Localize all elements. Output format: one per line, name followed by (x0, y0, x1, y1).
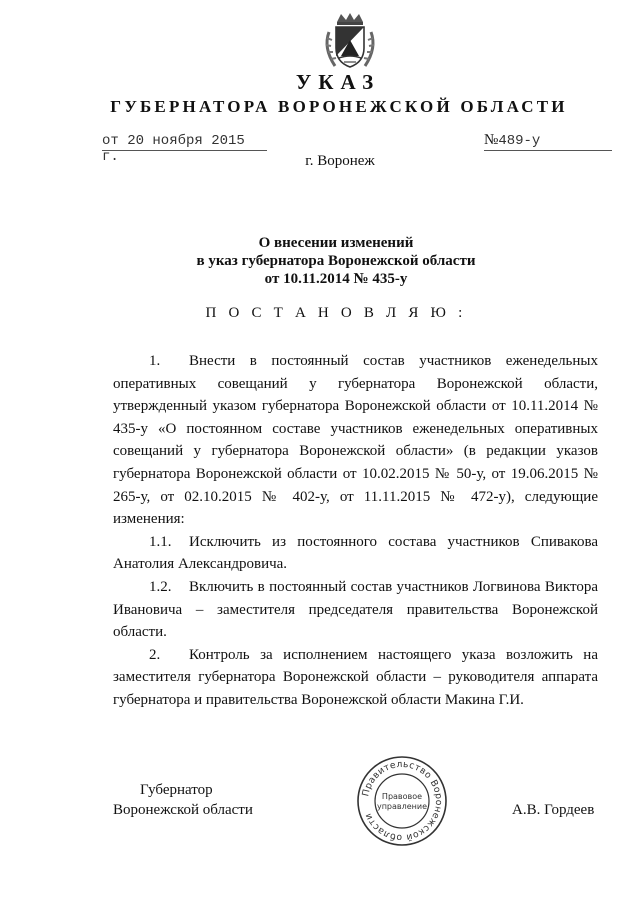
voronezh-coat-of-arms-icon (321, 12, 379, 72)
paragraph-1-1-text: Исключить из постоянного состава участников Спивакова Анатолия Александровича. (113, 533, 598, 573)
paragraph-2 (113, 644, 598, 712)
decree-body (113, 350, 598, 712)
decree-subject (0, 234, 640, 288)
document-type-title: УКАЗ (295, 70, 381, 94)
paragraph-1-number: 1. (149, 353, 161, 369)
city-line: г. Воронеж (305, 153, 375, 169)
paragraph-1-1 (113, 531, 598, 576)
signatory-title-line-1: Губернатор (140, 782, 213, 798)
signatory-title (113, 780, 273, 820)
decree-heading: П О С Т А Н О В Л Я Ю : (205, 305, 467, 321)
official-stamp (356, 755, 448, 847)
paragraph-2-text: Контроль за исполнением настоящего указа возложить на заместителя губернатора Воронежской области – руководителя аппарата губернатора и правительства Воронежской области Макина Г.И. (113, 646, 598, 708)
stamp-ring-text: Правительство Воронежской области (360, 758, 445, 844)
decree-number-field (484, 132, 612, 151)
stamp-center-line-2: управление (376, 802, 428, 811)
signatory-name: А.В. Гордеев (512, 802, 595, 818)
decree-number: 489-у (498, 133, 541, 149)
paragraph-1 (113, 350, 598, 531)
subject-line-1: О внесении изменений (258, 235, 414, 251)
paragraph-2-number: 2. (149, 646, 161, 663)
signatory-title-line-2: Воронежской области (113, 802, 253, 818)
paragraph-1-text: Внести в постоянный состав участников еженедельных оперативных совещаний у губернатора Воронежской области, утвержденный указом губернатора Воронежской области от 10.11.2014 № 435-у «О постоянном составе участников еженедельных оперативных совещаний у губернатора Воронежской области» (в редакции указов губернатора Воронежской области от 10.02.2015 № 50-у, от 19.06.2015 № 265-у, от 02.10.2015 № 402-у, от 11.11.2015 № 472-у), следующие изменения: (113, 353, 598, 528)
decree-date: от 20 ноября 2015 г. (102, 133, 267, 151)
issuer-title: ГУБЕРНАТОРА ВОРОНЕЖСКОЙ ОБЛАСТИ (110, 97, 568, 116)
paragraph-1-2-text: Включить в постоянный состав участников Логвинова Виктора Ивановича – заместителя председателя правительства Воронежской области. (113, 578, 598, 641)
number-sign: № (484, 132, 499, 148)
paragraph-1-2-number: 1.2. (149, 578, 172, 595)
paragraph-1-2 (113, 576, 598, 644)
subject-line-2: в указ губернатора Воронежской области (196, 253, 476, 269)
stamp-center-line-1: Правовое (381, 792, 423, 801)
subject-line-3: от 10.11.2014 № 435-у (264, 271, 408, 287)
paragraph-1-1-number: 1.1. (149, 533, 172, 550)
